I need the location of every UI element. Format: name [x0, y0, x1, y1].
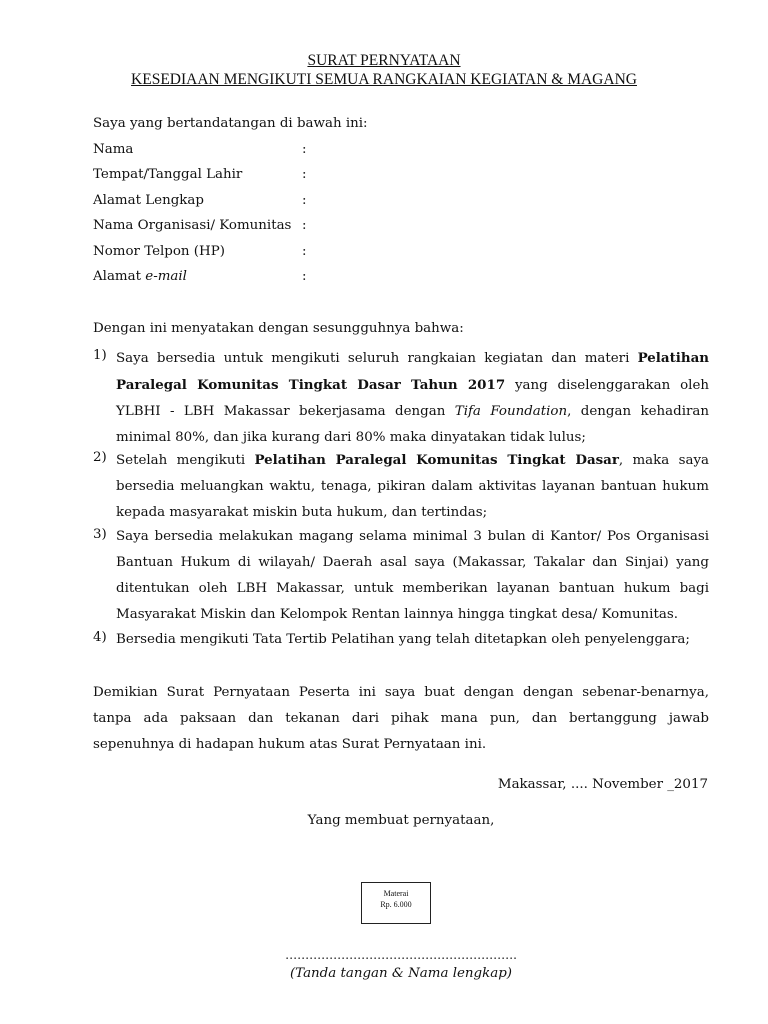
stamp-value: Rp. 6.000 — [380, 900, 412, 909]
field-colon: : — [302, 218, 307, 233]
signature-caption: (Tanda tangan & Nama lengkap) — [289, 966, 513, 981]
closing-paragraph: Demikian Surat Pernyataan Peserta ini saya buat dengan dengan sebenar-benarnya, tanpa ada paksaan dan tekanan dari pihak mana pun, dan bertanggung jawab sepenuhnya di hadapan hukum atas Surat Pernyataan ini. — [93, 685, 709, 752]
field-colon: : — [302, 167, 307, 182]
document-title: SURAT PERNYATAAN — [307, 52, 461, 69]
list-item-number: 2) — [93, 450, 107, 465]
field-colon: : — [302, 193, 307, 208]
stamp-label: Materai — [383, 889, 409, 898]
field-label-alamat-lengkap: Alamat Lengkap — [93, 193, 204, 208]
list-item-text: Saya bersedia melakukan magang selama minimal 3 bulan di Kantor/ Pos Organisasi Bantuan Hukum di wilayah/ Daerah asal saya (Makassar, Takalar dan Sinjai) yang ditentukan oleh LBH Makassar, untuk memberikan layanan bantuan hukum bagi Masyarakat Miskin dan Kelompok Rentan lainnya hingga tingkat desa/ Komunitas. — [116, 529, 709, 622]
field-label-alamat-plain: Alamat — [93, 269, 146, 284]
list-item-number: 1) — [93, 348, 107, 363]
list-item-number: 4) — [93, 630, 107, 645]
field-label-nomor-telpon: Nomor Telpon (HP) — [93, 244, 225, 259]
field-colon: : — [302, 244, 307, 259]
place-date: Makassar, .... November _2017 — [497, 777, 708, 792]
duty-stamp-box — [361, 882, 431, 924]
list-item-number: 3) — [93, 527, 107, 542]
field-label-tempat-tanggal-lahir: Tempat/Tanggal Lahir — [93, 167, 243, 182]
field-colon: : — [302, 142, 307, 157]
signature-line: …………………………………………………. — [285, 948, 517, 962]
signer-label: Yang membuat pernyataan, — [307, 813, 495, 828]
list-item-text: Saya bersedia untuk mengikuti seluruh rangkaian kegiatan dan materi Pelatihan Paralegal Komunitas Tingkat Dasar Tahun 2017 yang diselenggarakan oleh YLBHI - LBH Makassar bekerjasama dengan Tifa Foundation, dengan kehadiran minimal 80%, dan jika kurang dari 80% maka dinyatakan tidak lulus; — [116, 350, 709, 445]
field-label-nama-organisasi: Nama Organisasi/ Komunitas — [93, 218, 292, 233]
field-label-email-italic: e-mail — [145, 269, 187, 284]
statement-intro: Dengan ini menyatakan dengan sesungguhnya bahwa: — [93, 321, 464, 336]
document-subtitle: KESEDIAAN MENGIKUTI SEMUA RANGKAIAN KEGIATAN & MAGANG — [131, 71, 637, 88]
field-colon: : — [302, 269, 307, 284]
field-label-alamat-email — [93, 269, 187, 284]
field-label-nama: Nama — [93, 142, 134, 157]
list-item-text: Setelah mengikuti Pelatihan Paralegal Komunitas Tingkat Dasar, maka saya bersedia meluangkan waktu, tenaga, pikiran dalam aktivitas layanan bantuan hukum kepada masyarakat miskin buta hukum, dan tertindas; — [116, 452, 709, 520]
list-item-text: Bersedia mengikuti Tata Tertib Pelatihan yang telah ditetapkan oleh penyelenggara; — [116, 632, 690, 647]
intro-text: Saya yang bertandatangan di bawah ini: — [93, 116, 368, 131]
